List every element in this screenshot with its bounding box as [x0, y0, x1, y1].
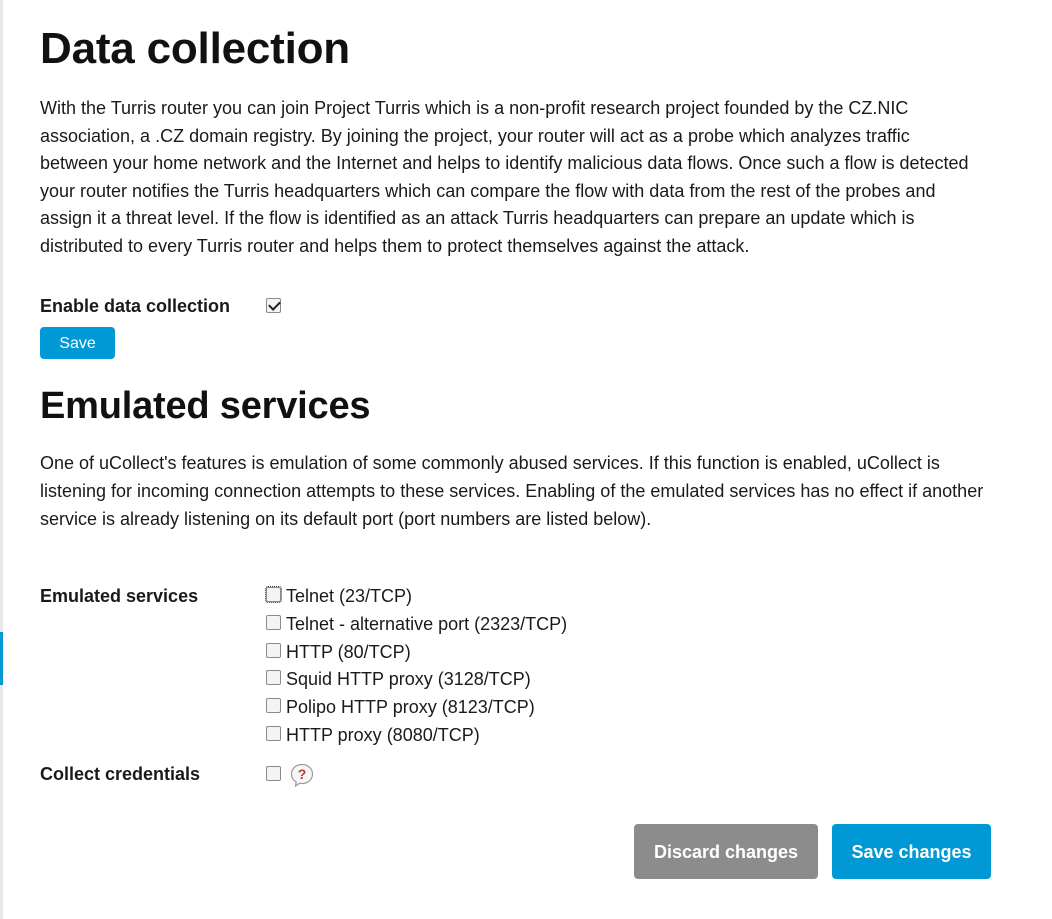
service-checkbox[interactable]: [266, 698, 281, 713]
data-collection-title: Data collection: [40, 24, 350, 73]
service-label: Telnet (23/TCP): [286, 586, 413, 606]
service-label: Polipo HTTP proxy (8123/TCP): [286, 697, 535, 717]
service-label: HTTP proxy (8080/TCP): [286, 725, 480, 745]
enable-data-collection-label: Enable data collection: [40, 296, 231, 316]
collect-credentials-label: Collect credentials: [40, 764, 201, 784]
svg-text:?: ?: [297, 766, 307, 782]
service-checkbox[interactable]: [266, 670, 281, 685]
data-collection-description: With the Turris router you can join Project Turris which is a non-profit research project founded by the CZ.NIC association, a .CZ domain registry. By joining the project, your router will act as a probe which analyzes traffic between your home network and the Internet and helps to identify malicious data flows. Once such a flow is detected your router notifies the Turris headquarters which can compare the flow with data from the rest of the probes and assign it a threat level. If the flow is identified as an attack Turris headquarters can prepare an update which is distributed to every Turris router and helps them to protect themselves against the attack.: [40, 98, 969, 256]
service-label: HTTP (80/TCP): [286, 642, 411, 662]
enable-data-collection-checkbox[interactable]: [266, 298, 281, 313]
service-checkbox[interactable]: [266, 726, 281, 741]
service-checkbox[interactable]: [266, 643, 281, 658]
question-mark-icon[interactable]: [290, 763, 314, 787]
page-left-border: [0, 0, 3, 919]
scroll-position-indicator: [0, 632, 3, 685]
discard-changes-button[interactable]: Discard changes: [634, 824, 818, 879]
save-changes-button[interactable]: Save changes: [832, 824, 991, 879]
save-button[interactable]: Save: [40, 327, 115, 359]
collect-credentials-checkbox[interactable]: [266, 766, 281, 781]
service-checkbox[interactable]: [266, 587, 281, 602]
service-label: Squid HTTP proxy (3128/TCP): [286, 669, 531, 689]
service-label: Telnet - alternative port (2323/TCP): [286, 614, 568, 634]
emulated-services-label: Emulated services: [40, 586, 199, 606]
emulated-services-description: One of uCollect's features is emulation of some commonly abused services. If this function is enabled, uCollect is listening for incoming connection attempts to these services. Enabling of the emulated services has no effect if another service is already listening on its default port (port numbers are listed below).: [40, 453, 984, 529]
service-checkbox[interactable]: [266, 615, 281, 630]
emulated-services-title: Emulated services: [40, 385, 371, 427]
